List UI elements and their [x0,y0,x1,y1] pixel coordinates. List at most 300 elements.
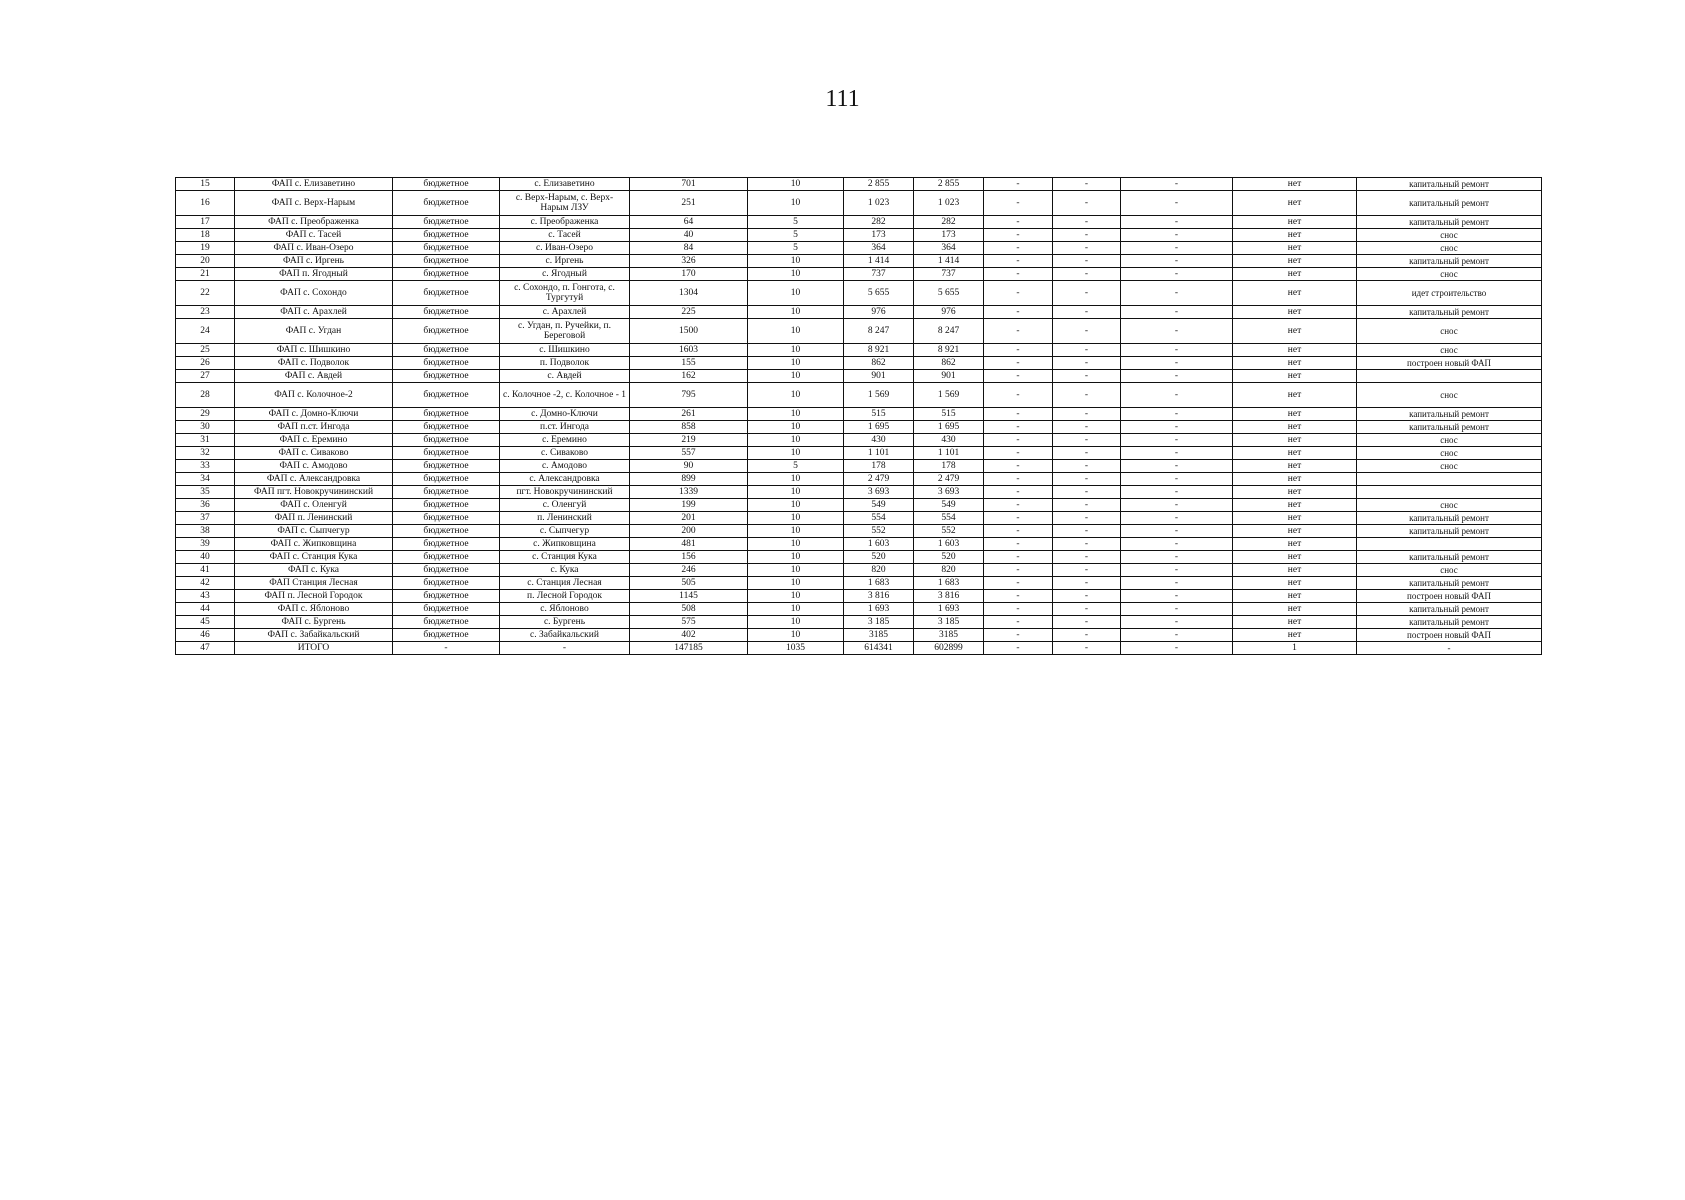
cell-planned-action: снос [1357,229,1542,242]
cell-availability: нет [1233,564,1357,577]
cell-area-actual: 2 855 [914,178,984,191]
cell-col-11: - [1121,629,1233,642]
cell-facility-name: ФАП с. Забайкальский [235,629,393,642]
cell-settlements: с. Александровка [500,473,630,486]
cell-institution-type: бюджетное [393,306,500,319]
cell-col-11: - [1121,421,1233,434]
cell-col-9: - [984,473,1053,486]
cell-settlements: с. Шишкино [500,344,630,357]
cell-col-11: - [1121,460,1233,473]
cell-area-actual: 3185 [914,629,984,642]
cell-population: 199 [630,499,748,512]
cell-col-9: - [984,255,1053,268]
cell-area-required: 3 816 [844,590,914,603]
cell-settlements: с. Станция Лесная [500,577,630,590]
cell-settlements: с. Оленгуй [500,499,630,512]
cell-col-10: - [1053,421,1121,434]
cell-population: 170 [630,268,748,281]
cell-area-required: 8 247 [844,319,914,344]
cell-institution-type: бюджетное [393,603,500,616]
cell-area-required: 3 693 [844,486,914,499]
cell-area-actual: 1 695 [914,421,984,434]
cell-facility-name: ФАП с. Сохондо [235,281,393,306]
cell-facility-name: ФАП с. Иргень [235,255,393,268]
cell-col-9: - [984,370,1053,383]
cell-availability: нет [1233,268,1357,281]
cell-col-9: - [984,434,1053,447]
cell-planned-action: снос [1357,319,1542,344]
cell-col-11: - [1121,538,1233,551]
cell-population: 201 [630,512,748,525]
cell-norm: 10 [748,255,844,268]
cell-facility-name: ФАП п.ст. Ингода [235,421,393,434]
table-row [176,486,1542,499]
cell-area-actual: 178 [914,460,984,473]
cell-row-number: 23 [176,306,235,319]
cell-population: 219 [630,434,748,447]
cell-col-10: - [1053,383,1121,408]
cell-norm: 10 [748,268,844,281]
cell-col-11: - [1121,242,1233,255]
cell-col-9: - [984,229,1053,242]
cell-institution-type: бюджетное [393,538,500,551]
table-row [176,538,1542,551]
cell-settlements: п. Ленинский [500,512,630,525]
cell-institution-type: бюджетное [393,577,500,590]
cell-col-10: - [1053,642,1121,655]
cell-population: 575 [630,616,748,629]
cell-area-actual: 3 693 [914,486,984,499]
cell-area-required: 1 695 [844,421,914,434]
cell-col-9: - [984,319,1053,344]
cell-settlements: с. Елизаветино [500,178,630,191]
cell-population: 557 [630,447,748,460]
cell-norm: 10 [748,473,844,486]
cell-availability: нет [1233,447,1357,460]
cell-area-actual: 364 [914,242,984,255]
cell-norm: 5 [748,229,844,242]
cell-norm: 10 [748,499,844,512]
cell-area-actual: 976 [914,306,984,319]
cell-col-11: - [1121,642,1233,655]
cell-col-9: - [984,512,1053,525]
cell-col-11: - [1121,564,1233,577]
cell-col-10: - [1053,216,1121,229]
cell-facility-name: ФАП п. Ягодный [235,268,393,281]
cell-row-number: 44 [176,603,235,616]
cell-settlements: с. Авдей [500,370,630,383]
cell-col-11: - [1121,357,1233,370]
table-row [176,551,1542,564]
cell-area-actual: 520 [914,551,984,564]
table-row [176,357,1542,370]
cell-col-10: - [1053,447,1121,460]
cell-norm: 10 [748,421,844,434]
cell-col-11: - [1121,434,1233,447]
cell-facility-name: ФАП с. Угдан [235,319,393,344]
cell-area-actual: 5 655 [914,281,984,306]
cell-institution-type: бюджетное [393,216,500,229]
cell-facility-name: ФАП с. Станция Кука [235,551,393,564]
table-row [176,255,1542,268]
cell-row-number: 18 [176,229,235,242]
cell-planned-action: капитальный ремонт [1357,551,1542,564]
cell-area-required: 1 569 [844,383,914,408]
cell-norm: 10 [748,590,844,603]
cell-area-required: 3185 [844,629,914,642]
cell-availability: нет [1233,229,1357,242]
cell-row-number: 22 [176,281,235,306]
cell-col-10: - [1053,486,1121,499]
cell-col-9: - [984,460,1053,473]
table-row [176,306,1542,319]
cell-col-11: - [1121,447,1233,460]
cell-col-10: - [1053,460,1121,473]
cell-institution-type: бюджетное [393,191,500,216]
cell-planned-action [1357,538,1542,551]
cell-facility-name: ФАП с. Елизаветино [235,178,393,191]
cell-col-11: - [1121,408,1233,421]
cell-norm: 10 [748,538,844,551]
cell-row-number: 39 [176,538,235,551]
cell-planned-action: построен новый ФАП [1357,590,1542,603]
cell-area-required: 552 [844,525,914,538]
cell-facility-name: ФАП с. Амодово [235,460,393,473]
cell-settlements: с. Кука [500,564,630,577]
cell-facility-name: ФАП с. Александровка [235,473,393,486]
cell-area-actual: 1 023 [914,191,984,216]
cell-area-actual: 8 247 [914,319,984,344]
table-row [176,603,1542,616]
cell-institution-type: бюджетное [393,486,500,499]
cell-facility-name: ФАП с. Иван-Озеро [235,242,393,255]
cell-availability: нет [1233,255,1357,268]
cell-col-9: - [984,538,1053,551]
cell-norm: 1035 [748,642,844,655]
cell-col-11: - [1121,603,1233,616]
cell-planned-action: снос [1357,344,1542,357]
cell-col-11: - [1121,319,1233,344]
table-row [176,344,1542,357]
cell-col-10: - [1053,525,1121,538]
cell-row-number: 46 [176,629,235,642]
cell-area-actual: 1 683 [914,577,984,590]
cell-row-number: 35 [176,486,235,499]
cell-planned-action: снос [1357,268,1542,281]
cell-area-required: 1 693 [844,603,914,616]
cell-institution-type: бюджетное [393,242,500,255]
cell-col-10: - [1053,551,1121,564]
cell-settlements: с. Преображенка [500,216,630,229]
cell-norm: 10 [748,357,844,370]
cell-facility-name: ФАП с. Подволок [235,357,393,370]
cell-area-required: 430 [844,434,914,447]
cell-availability: нет [1233,577,1357,590]
cell-row-number: 20 [176,255,235,268]
cell-col-9: - [984,564,1053,577]
cell-population: 858 [630,421,748,434]
cell-planned-action: построен новый ФАП [1357,357,1542,370]
cell-col-10: - [1053,306,1121,319]
cell-col-9: - [984,344,1053,357]
cell-row-number: 30 [176,421,235,434]
cell-area-actual: 552 [914,525,984,538]
cell-col-11: - [1121,370,1233,383]
cell-institution-type: бюджетное [393,473,500,486]
cell-col-11: - [1121,344,1233,357]
cell-facility-name: ФАП с. Авдей [235,370,393,383]
cell-row-number: 16 [176,191,235,216]
cell-planned-action: капитальный ремонт [1357,408,1542,421]
cell-norm: 10 [748,370,844,383]
cell-row-number: 40 [176,551,235,564]
cell-population: 508 [630,603,748,616]
cell-area-actual: 8 921 [914,344,984,357]
cell-area-required: 5 655 [844,281,914,306]
cell-col-10: - [1053,616,1121,629]
cell-facility-name: ФАП с. Еремино [235,434,393,447]
cell-norm: 10 [748,434,844,447]
table-row [176,460,1542,473]
cell-availability: 1 [1233,642,1357,655]
cell-area-required: 901 [844,370,914,383]
cell-availability: нет [1233,551,1357,564]
cell-institution-type: бюджетное [393,460,500,473]
cell-facility-name: ФАП с. Сыпчегур [235,525,393,538]
cell-row-number: 15 [176,178,235,191]
cell-availability: нет [1233,178,1357,191]
cell-institution-type: бюджетное [393,629,500,642]
cell-settlements: с. Жипковщина [500,538,630,551]
cell-norm: 10 [748,525,844,538]
cell-col-10: - [1053,512,1121,525]
cell-facility-name: ФАП с. Жипковщина [235,538,393,551]
cell-row-number: 43 [176,590,235,603]
cell-institution-type: бюджетное [393,344,500,357]
table-row [176,590,1542,603]
cell-norm: 10 [748,629,844,642]
cell-norm: 10 [748,191,844,216]
cell-area-actual: 901 [914,370,984,383]
cell-population: 246 [630,564,748,577]
cell-area-actual: 862 [914,357,984,370]
cell-facility-name: ФАП с. Арахлей [235,306,393,319]
table-row [176,434,1542,447]
cell-settlements: пгт. Новокручининский [500,486,630,499]
cell-col-9: - [984,383,1053,408]
cell-planned-action: капитальный ремонт [1357,255,1542,268]
cell-area-actual: 282 [914,216,984,229]
cell-row-number: 45 [176,616,235,629]
cell-institution-type: бюджетное [393,408,500,421]
cell-area-required: 1 603 [844,538,914,551]
cell-settlements: с. Сохондо, п. Гонгота, с. Тургутуй [500,281,630,306]
cell-row-number: 24 [176,319,235,344]
cell-facility-name: ФАП п. Ленинский [235,512,393,525]
cell-settlements: п.ст. Ингода [500,421,630,434]
cell-area-required: 2 479 [844,473,914,486]
cell-institution-type: бюджетное [393,229,500,242]
cell-population: 1304 [630,281,748,306]
table-row [176,178,1542,191]
cell-col-10: - [1053,229,1121,242]
cell-population: 156 [630,551,748,564]
cell-col-11: - [1121,216,1233,229]
cell-norm: 10 [748,447,844,460]
cell-area-required: 8 921 [844,344,914,357]
cell-col-10: - [1053,191,1121,216]
cell-area-actual: 3 185 [914,616,984,629]
table-row [176,473,1542,486]
cell-institution-type: бюджетное [393,551,500,564]
cell-settlements: с. Арахлей [500,306,630,319]
cell-population: 1500 [630,319,748,344]
cell-col-11: - [1121,306,1233,319]
cell-row-number: 33 [176,460,235,473]
cell-area-actual: 430 [914,434,984,447]
cell-settlements: с. Верх-Нарым, с. Верх-Нарым ЛЗУ [500,191,630,216]
cell-col-9: - [984,525,1053,538]
cell-planned-action: капитальный ремонт [1357,512,1542,525]
cell-settlements: с. Амодово [500,460,630,473]
cell-row-number: 29 [176,408,235,421]
table-row [176,421,1542,434]
cell-planned-action [1357,473,1542,486]
cell-row-number: 34 [176,473,235,486]
cell-availability: нет [1233,191,1357,216]
cell-row-number: 28 [176,383,235,408]
cell-area-actual: 1 693 [914,603,984,616]
cell-col-9: - [984,242,1053,255]
cell-population: 402 [630,629,748,642]
page-number: 111 [825,86,860,112]
cell-institution-type: бюджетное [393,421,500,434]
cell-area-actual: 1 603 [914,538,984,551]
cell-settlements: с. Угдан, п. Ручейки, п. Береговой [500,319,630,344]
cell-area-actual: 515 [914,408,984,421]
cell-institution-type: бюджетное [393,512,500,525]
table-row [176,564,1542,577]
cell-population: 90 [630,460,748,473]
cell-row-number: 27 [176,370,235,383]
cell-col-10: - [1053,499,1121,512]
cell-col-10: - [1053,178,1121,191]
cell-institution-type: бюджетное [393,370,500,383]
cell-planned-action: снос [1357,564,1542,577]
table-row [176,447,1542,460]
cell-col-9: - [984,281,1053,306]
cell-institution-type: бюджетное [393,525,500,538]
cell-availability: нет [1233,538,1357,551]
cell-population: 261 [630,408,748,421]
cell-col-11: - [1121,499,1233,512]
cell-norm: 10 [748,344,844,357]
table-row [176,268,1542,281]
cell-norm: 10 [748,178,844,191]
cell-area-actual: 549 [914,499,984,512]
cell-facility-name: ФАП с. Колочное-2 [235,383,393,408]
table-row [176,642,1542,655]
cell-population: 481 [630,538,748,551]
cell-facility-name: ФАП с. Верх-Нарым [235,191,393,216]
cell-planned-action: капитальный ремонт [1357,191,1542,216]
cell-settlements: с. Забайкальский [500,629,630,642]
cell-col-9: - [984,447,1053,460]
cell-norm: 5 [748,460,844,473]
cell-col-9: - [984,629,1053,642]
cell-institution-type: бюджетное [393,590,500,603]
cell-col-9: - [984,551,1053,564]
cell-planned-action: капитальный ремонт [1357,577,1542,590]
cell-settlements: с. Иргень [500,255,630,268]
cell-row-number: 19 [176,242,235,255]
cell-settlements: с. Тасей [500,229,630,242]
cell-row-number: 17 [176,216,235,229]
cell-area-actual: 1 569 [914,383,984,408]
cell-institution-type: бюджетное [393,319,500,344]
cell-planned-action: идет строительство [1357,281,1542,306]
cell-col-11: - [1121,178,1233,191]
cell-col-10: - [1053,319,1121,344]
cell-col-10: - [1053,268,1121,281]
cell-col-11: - [1121,551,1233,564]
cell-availability: нет [1233,370,1357,383]
cell-col-11: - [1121,486,1233,499]
table-row [176,191,1542,216]
cell-area-required: 554 [844,512,914,525]
cell-settlements: - [500,642,630,655]
cell-col-9: - [984,486,1053,499]
cell-norm: 10 [748,319,844,344]
cell-col-9: - [984,357,1053,370]
cell-settlements: с. Еремино [500,434,630,447]
cell-norm: 5 [748,242,844,255]
cell-area-required: 1 023 [844,191,914,216]
cell-area-actual: 820 [914,564,984,577]
table-row [176,408,1542,421]
cell-col-9: - [984,590,1053,603]
cell-row-number: 32 [176,447,235,460]
cell-col-9: - [984,577,1053,590]
cell-settlements: с. Ягодный [500,268,630,281]
cell-availability: нет [1233,512,1357,525]
cell-settlements: п. Подволок [500,357,630,370]
cell-population: 225 [630,306,748,319]
cell-col-10: - [1053,590,1121,603]
cell-col-10: - [1053,577,1121,590]
cell-col-10: - [1053,255,1121,268]
cell-col-9: - [984,178,1053,191]
cell-availability: нет [1233,460,1357,473]
cell-population: 155 [630,357,748,370]
cell-col-9: - [984,306,1053,319]
cell-institution-type: бюджетное [393,268,500,281]
cell-col-11: - [1121,577,1233,590]
cell-population: 251 [630,191,748,216]
cell-col-9: - [984,499,1053,512]
cell-area-actual: 1 101 [914,447,984,460]
cell-population: 40 [630,229,748,242]
cell-population: 1145 [630,590,748,603]
cell-availability: нет [1233,525,1357,538]
cell-planned-action: снос [1357,447,1542,460]
cell-settlements: с. Сыпчегур [500,525,630,538]
cell-norm: 10 [748,408,844,421]
cell-availability: нет [1233,357,1357,370]
cell-availability: нет [1233,408,1357,421]
cell-planned-action: построен новый ФАП [1357,629,1542,642]
cell-facility-name: ФАП пгт. Новокручининский [235,486,393,499]
